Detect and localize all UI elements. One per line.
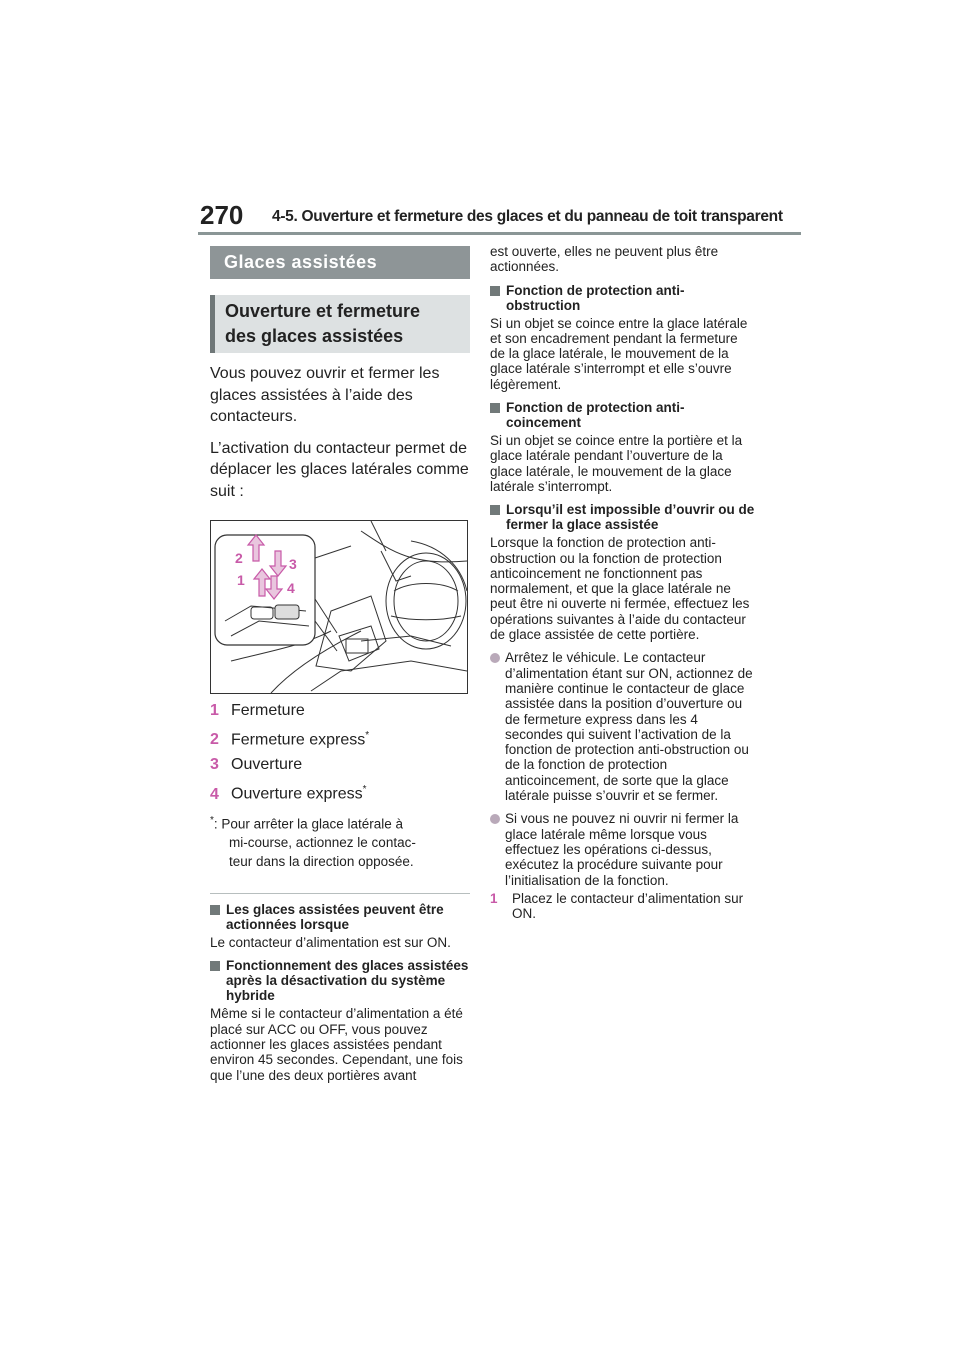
footnote-line1: : Pour arrêter la glace latérale à [213, 816, 404, 832]
asterisk: * [362, 784, 367, 796]
intro-paragraph-2: L’activation du contacteur permet de déplacer les glaces latérales comme suit : [210, 439, 469, 500]
bullet-text: Si vous ne pouvez ni ouvrir ni fermer la glace latérale même lorsque vous effectuez les opérations ci-dessus, exécutez la procédure suivante pour l’initialisation de la fonction. [505, 811, 739, 888]
intro-paragraph-1: Vous pouvez ouvrir et fermer les glaces assistées à l’aide des contacteurs. [210, 365, 440, 425]
footnote-mark: * [210, 814, 214, 826]
legend-label: Ouverture [231, 756, 303, 774]
legend-number: 4 [210, 785, 219, 803]
body-text: Lorsque la fonction de protection anti-obstruction ou la fonction de protection anticoincement ne fonctionnent pas normalement, et que la glace latérale ne peut être ni ouverte ni fermée, effectuez les opérations suivantes à l’aide du contacteur de glace assistée de cette portière. [490, 535, 750, 643]
body-text: Même si le contacteur d’alimentation a été placé sur ACC ou OFF, vous pouvez actionner les glaces assistées pendant environ 45 secondes. Cependant, une fois que l’une des deux portières avant [210, 1006, 463, 1083]
legend-item [210, 700, 470, 722]
subheading-text: Lorsqu’il est impossible d’ouvrir ou de fermer la glace assistée [506, 502, 755, 533]
subheading-text: Fonction de protection anti-coincement [506, 400, 685, 431]
legend-item [210, 754, 470, 776]
legend-label: Fermeture express [231, 731, 366, 749]
bullet-item [490, 650, 755, 803]
body-text: Si un objet se coince entre la glace latérale et son encadrement pendant la fermeture de la glace latérale, le mouvement de la glace latérale s’interrompt et elle s’ouvre légèrement. [490, 315, 748, 392]
asterisk: * [365, 730, 370, 741]
footnote-line3: teur dans la direction opposée. [229, 854, 414, 870]
callout-3: 3 [289, 556, 297, 572]
body-text: Si un objet se coince entre la portière et la glace latérale pendant l’ouverture de la glace latérale, le mouvement de la glace latérale s’interrompt. [490, 433, 743, 494]
bullet-text: Arrêtez le véhicule. Le contacteur d’alimentation étant sur ON, actionnez de manière continue le contacteur de glace assistée dans la position d’ouverture ou de fermeture express dans les 4 secondes qui suivent l’activation de la fonction de protection anti-obstruction ou de la fonction de protection anticoincement, de sorte que la glace latérale puisse s’ouvrir et se fermer. [505, 650, 753, 804]
footnote-line2: mi-course, actionnez le contac- [229, 835, 416, 851]
window-switch-illustration [210, 520, 468, 694]
subheading [210, 902, 470, 932]
square-bullet-icon [490, 286, 500, 296]
callout-4: 4 [287, 580, 295, 596]
legend-number: 3 [210, 756, 219, 774]
circle-bullet-icon [490, 653, 500, 663]
subheading [490, 283, 755, 313]
divider [210, 893, 470, 894]
circle-bullet-icon [490, 814, 500, 824]
step-item [490, 891, 755, 922]
square-bullet-icon [210, 905, 220, 915]
step-text: Placez le contacteur d’alimentation sur ON. [512, 890, 744, 922]
legend-item [210, 779, 470, 805]
section-band [210, 295, 470, 353]
body-text: Le contacteur d’alimentation est sur ON. [210, 935, 451, 951]
header-rule [198, 232, 801, 235]
section-title: 4-5. Ouverture et fermeture des glaces et du panneau de toit transparent [272, 208, 783, 225]
section-band-line2: des glaces assistées [225, 326, 404, 346]
legend-number: 1 [210, 702, 219, 719]
subheading-text: Fonction de protection anti-obstruction [506, 282, 685, 313]
subheading [490, 400, 755, 430]
legend-label: Ouverture express [231, 785, 363, 803]
illustration-drawing [211, 521, 467, 693]
square-bullet-icon [490, 505, 500, 515]
right-column [490, 244, 755, 921]
subheading [210, 958, 470, 1003]
page-number: 270 [200, 200, 244, 230]
left-column [210, 246, 470, 1083]
section-band-line1: Ouverture et fermeture [225, 301, 421, 321]
callout-2: 2 [235, 550, 243, 566]
bullet-item [490, 811, 755, 887]
square-bullet-icon [490, 403, 500, 413]
subheading [490, 502, 755, 532]
body-text: est ouverte, elles ne peuvent plus être actionnées. [490, 244, 719, 275]
legend-number: 2 [210, 731, 219, 749]
footnote [210, 811, 470, 872]
callout-1: 1 [237, 572, 245, 588]
legend-item [210, 725, 470, 751]
legend-label: Fermeture [231, 702, 305, 719]
square-bullet-icon [210, 961, 220, 971]
chapter-band: Glaces assistées [210, 246, 470, 279]
subheading-text: Les glaces assistées peuvent être actionnées lorsque [226, 902, 444, 933]
subheading-text: Fonctionnement des glaces assistées après la désactivation du système hybride [226, 958, 469, 1004]
step-number: 1 [490, 890, 498, 906]
